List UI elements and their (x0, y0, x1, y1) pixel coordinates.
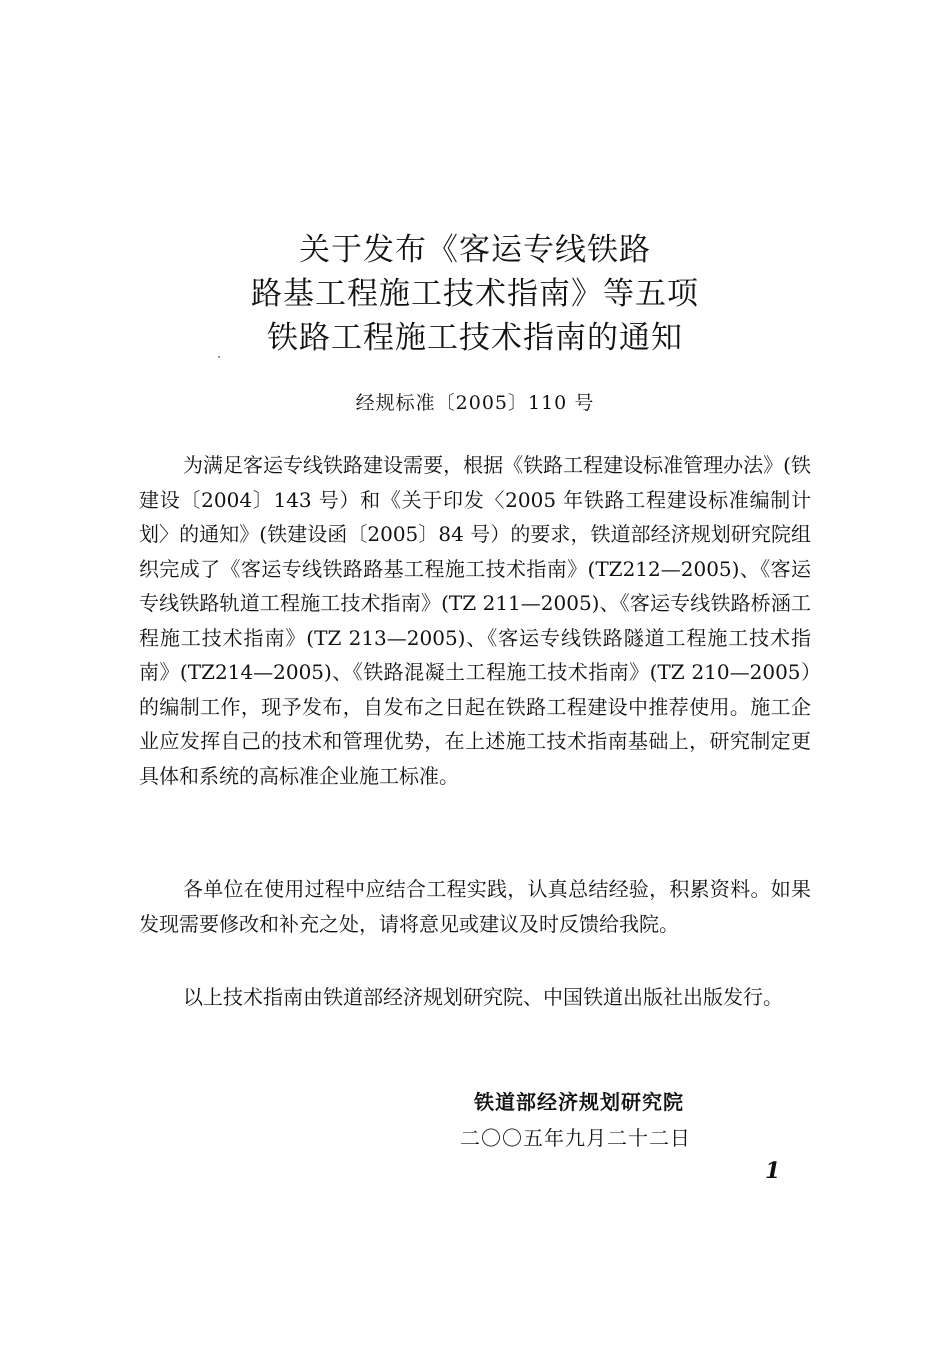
body-paragraph-1: 为满足客运专线铁路建设需要，根据《铁路工程建设标准管理办法》(铁建设〔2004〕143 号）和《关于印发〈2005 年铁路工程建设标准编制计划〉的通知》(铁建设函〔2005〕84 号）的要求，铁道部经济规划研究院组织完成了《客运专线铁路路基工程施工技术指南》(TZ212—2005)、《客运专线铁路轨道工程施工技术指南》(TZ 211—2005)、《客运专线铁路桥涵工程施工技术指南》(TZ 213—2005)、《客运专线铁路隧道工程施工技术指南》(TZ214—2005)、《铁路混凝土工程施工技术指南》(TZ 210—2005）的编制工作，现予发布，自发布之日起在铁路工程建设中推荐使用。施工企业应发挥自己的技术和管理优势，在上述施工技术指南基础上，研究制定更具体和系统的高标准企业施工标准。 (139, 453, 811, 788)
title-line-3: 铁路工程施工技术指南的通知 (267, 320, 683, 356)
body-paragraph-2: 各单位在使用过程中应结合工程实践，认真总结经验，积累资料。如果发现需要修改和补充之处，请将意见或建议及时反馈给我院。 (139, 877, 811, 936)
document-number: 经规标准〔2005〕110 号 (355, 392, 595, 414)
issue-date: 二〇〇五年九月二十二日 (460, 1126, 691, 1150)
page-number: 1 (765, 1158, 781, 1184)
title-line-2: 路基工程施工技术指南》等五项 (251, 276, 699, 312)
body-paragraph-3: 以上技术指南由铁道部经济规划研究院、中国铁道出版社出版发行。 (183, 985, 783, 1009)
notice-title (0, 228, 950, 360)
title-line-1: 关于发布《客运专线铁路 (299, 232, 651, 268)
scan-speck (218, 356, 220, 358)
issuing-organization: 铁道部经济规划研究院 (474, 1090, 684, 1114)
